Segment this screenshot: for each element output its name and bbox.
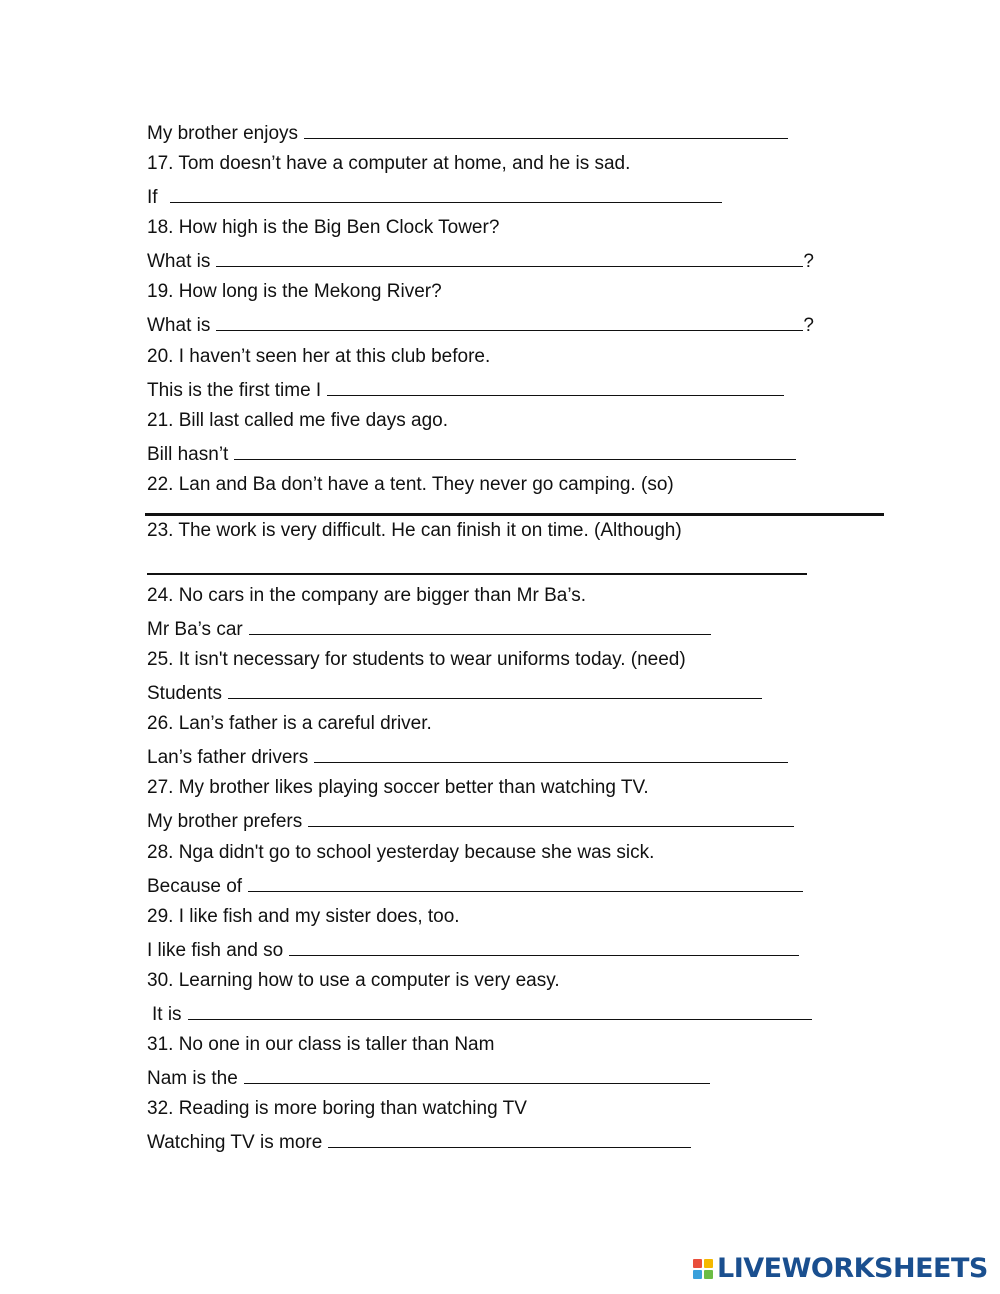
answer-blank[interactable] — [304, 120, 788, 139]
answer-blank[interactable] — [216, 312, 803, 331]
answer-blank[interactable] — [244, 1065, 710, 1084]
answer-blank[interactable] — [188, 1001, 812, 1020]
question-25: 25. It isn't necessary for students to wear uniforms today. (need) — [147, 649, 686, 670]
question-19: 19. How long is the Mekong River? — [147, 281, 442, 302]
answer-blank[interactable] — [289, 937, 799, 956]
question-29: 29. I like fish and my sister does, too. — [147, 906, 460, 927]
answer-line-31: Nam is the — [147, 1065, 710, 1091]
answer-blank[interactable] — [170, 184, 722, 203]
question-32: 32. Reading is more boring than watching TV — [147, 1098, 527, 1119]
question-17: 17. Tom doesn’t have a computer at home, and he is sad. — [147, 153, 631, 174]
answer-blank[interactable] — [248, 873, 803, 892]
logo-square — [704, 1259, 713, 1268]
question-18: 18. How high is the Big Ben Clock Tower? — [147, 217, 500, 238]
answer-line-18: What is ? — [147, 248, 814, 274]
answer-blank[interactable] — [314, 744, 788, 763]
answer-line-17: If — [147, 184, 722, 210]
answer-blank[interactable] — [308, 808, 794, 827]
answer-line-28: Because of — [147, 873, 803, 899]
answer-line-30: It is — [152, 1001, 812, 1027]
answer-blank[interactable] — [216, 248, 803, 267]
logo-square — [693, 1270, 702, 1279]
answer-rule-23[interactable] — [147, 573, 807, 575]
logo-square — [693, 1259, 702, 1268]
answer-line-24: Mr Ba’s car — [147, 616, 711, 642]
question-24: 24. No cars in the company are bigger than Mr Ba’s. — [147, 585, 586, 606]
answer-blank[interactable] — [249, 616, 711, 635]
answer-blank[interactable] — [328, 1129, 691, 1148]
answer-line-32: Watching TV is more — [147, 1129, 691, 1155]
logo-grid-icon — [693, 1259, 713, 1279]
question-28: 28. Nga didn't go to school yesterday because she was sick. — [147, 842, 655, 863]
answer-line-21: Bill hasn’t — [147, 441, 796, 467]
answer-rule-22[interactable] — [145, 513, 884, 516]
answer-blank[interactable] — [228, 680, 762, 699]
answer-line-25: Students — [147, 680, 762, 706]
question-23: 23. The work is very difficult. He can finish it on time. (Although) — [147, 520, 682, 541]
answer-line-19: What is ? — [147, 312, 814, 338]
question-20: 20. I haven’t seen her at this club before. — [147, 346, 491, 367]
answer-blank[interactable] — [234, 441, 796, 460]
question-21: 21. Bill last called me five days ago. — [147, 410, 448, 431]
answer-line-20: This is the first time I — [147, 377, 784, 403]
question-27: 27. My brother likes playing soccer better than watching TV. — [147, 777, 649, 798]
logo-square — [704, 1270, 713, 1279]
answer-line-16: My brother enjoys — [147, 120, 788, 146]
question-31: 31. No one in our class is taller than Nam — [147, 1034, 495, 1055]
answer-line-26: Lan’s father drivers — [147, 744, 788, 770]
question-22: 22. Lan and Ba don’t have a tent. They never go camping. (so) — [147, 474, 674, 495]
question-26: 26. Lan’s father is a careful driver. — [147, 713, 432, 734]
answer-line-29: I like fish and so — [147, 937, 799, 963]
question-30: 30. Learning how to use a computer is very easy. — [147, 970, 560, 991]
answer-blank[interactable] — [327, 377, 784, 396]
liveworksheets-logo — [693, 1254, 988, 1284]
logo-text: LIVEWORKSHEETS — [717, 1253, 988, 1284]
answer-line-27: My brother prefers — [147, 808, 794, 834]
